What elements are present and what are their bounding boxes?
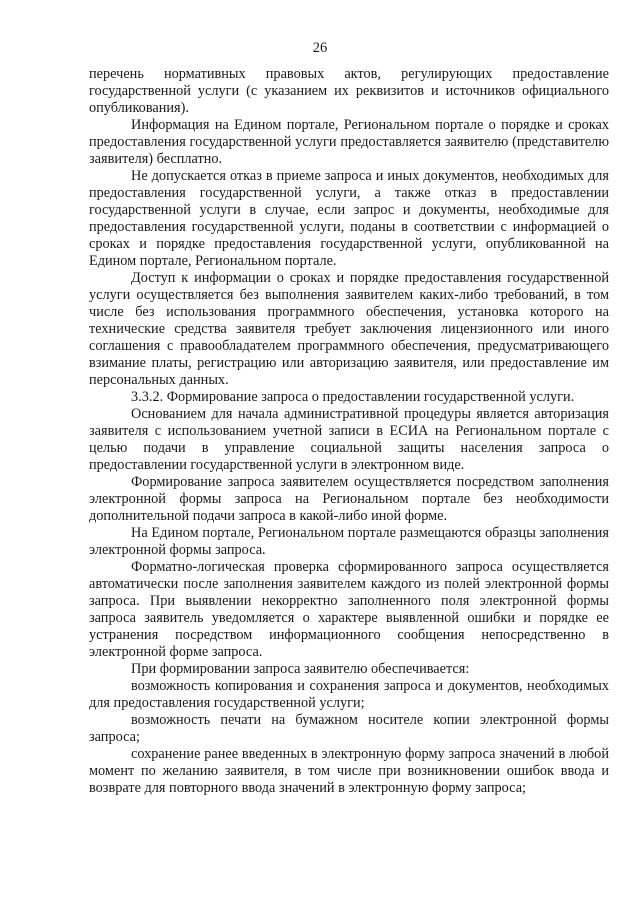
paragraph-info-free-of-charge: Информация на Едином портале, Региональном портале о порядке и сроках предоставления государственной услуги предоставляется заявителю (представителю заявителя) бесплатно. [89,117,609,167]
paragraph-access-to-information: Доступ к информации о сроках и порядке предоставления государственной услуги осуществляется без выполнения заявителем каких-либо требований, в том числе без использования программного обеспечения, установка которого на технические средства заявителя требует заключения лицензионного или иного соглашения с правообладателем программного обеспечения, предусматривающего взимание платы, регистрацию или авторизацию заявителя, или предоставление им персональных данных. [89,270,609,388]
paragraph-provided-features-intro: При формировании запроса заявителю обеспечивается: [131,661,470,677]
page-number: 26 [312,40,328,56]
document-body [89,66,609,797]
list-item-copy-and-save: возможность копирования и сохранения запроса и документов, необходимых для предоставления государственной услуги; [89,678,609,711]
list-item-print-copy: возможность печати на бумажном носителе копии электронной формы запроса; [89,712,609,745]
paragraph-form-samples: На Едином портале, Региональном портале размещаются образцы заполнения электронной формы запроса. [89,525,609,558]
paragraph-refusal-not-allowed: Не допускается отказ в приеме запроса и иных документов, необходимых для предоставления государственной услуги, а также отказ в предоставлении государственной услуги в случае, если запрос и документы, необходимые для предоставления государственной услуги, поданы в соответствии с информацией о сроках и порядке предоставления государственной услуги, опубликованной на Едином портале, Региональном портале. [89,168,609,269]
paragraph-format-logical-check: Форматно-логическая проверка сформированного запроса осуществляется автоматически после заполнения заявителем каждого из полей электронной формы запроса. При выявлении некорректно заполненного поля электронной формы запроса заявитель уведомляется о характере выявленной ошибки и порядке ее устранения посредством информационного сообщения непосредственно в электронной форме запроса. [89,559,609,660]
list-item-save-entered-values: сохранение ранее введенных в электронную форму запроса значений в любой момент по желанию заявителя, в том числе при возникновении ошибок ввода и возврате для повторного ввода значений в электронную форму запроса; [89,746,609,796]
paragraph-procedure-basis: Основанием для начала административной процедуры является авторизация заявителя с использованием учетной записи в ЕСИА на Региональном портале с целью подачи в управление социальной защиты населения запроса о предоставлении государственной услуги в электронном виде. [89,406,609,473]
paragraph-legal-acts-list: перечень нормативных правовых актов, регулирующих предоставление государственной услуги (с указанием их реквизитов и источников официального опубликования). [89,66,609,116]
paragraph-request-formation: Формирование запроса заявителем осуществляется посредством заполнения электронной формы запроса на Региональном портале без необходимости дополнительной подачи запроса в какой-либо иной форме. [89,474,609,524]
section-heading-3-3-2: 3.3.2. Формирование запроса о предоставлении государственной услуги. [131,389,575,405]
